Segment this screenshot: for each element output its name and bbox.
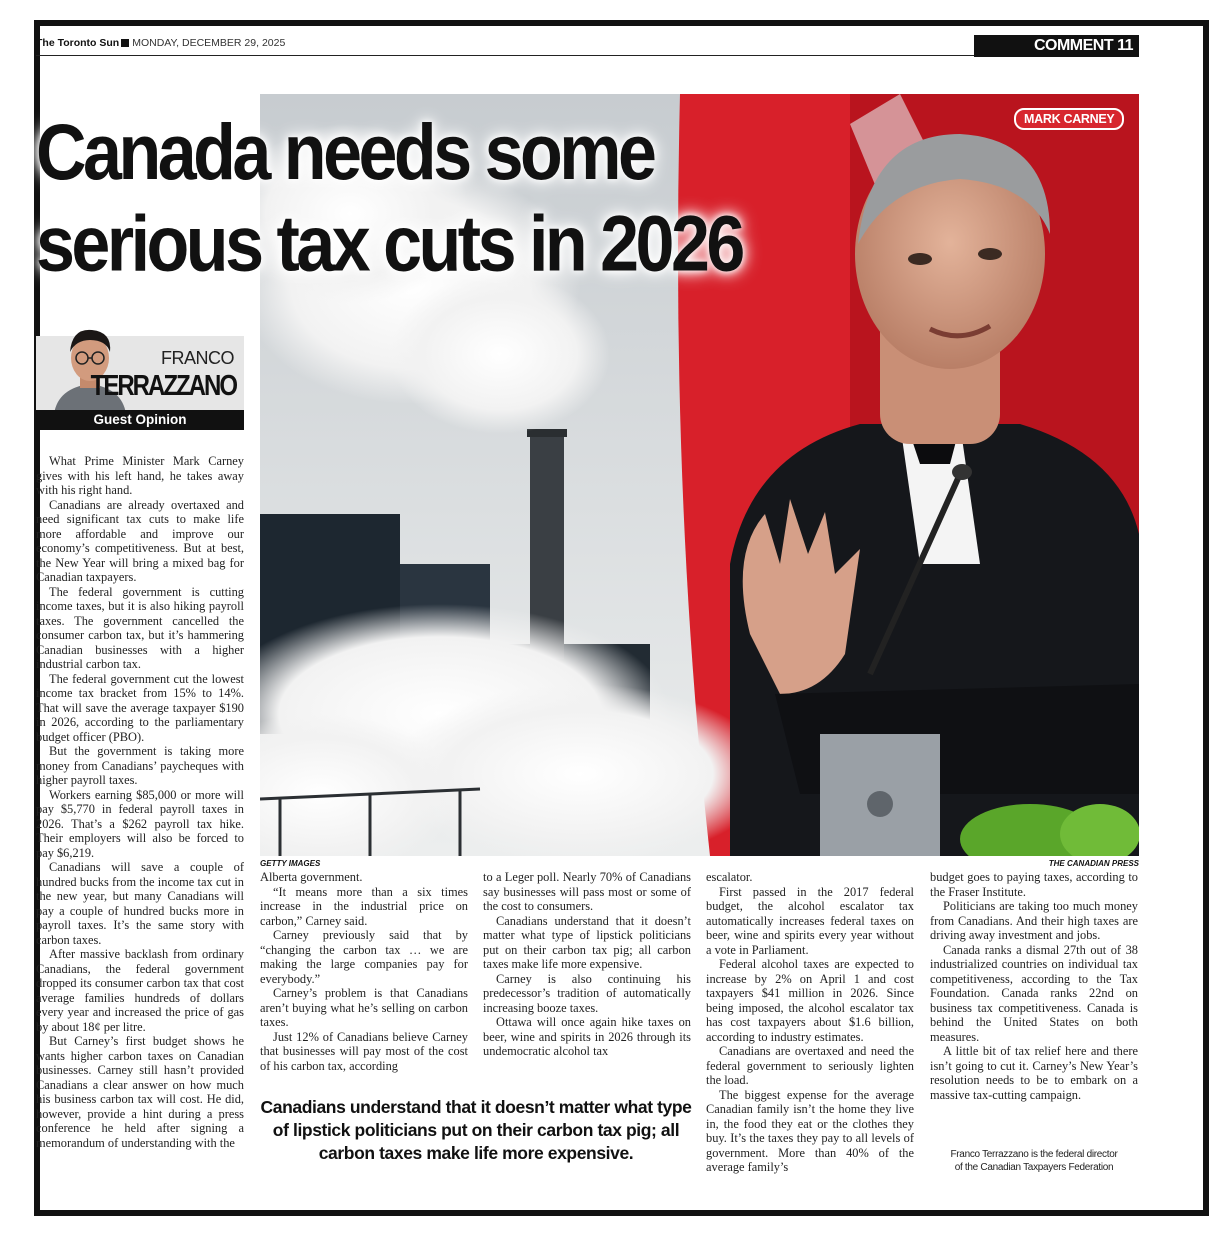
article-paragraph: Carney previously said that by “changing the carbon tax … we are making the large companies pay for everybody.” xyxy=(260,928,468,986)
article-paragraph: Canadians will save a couple of hundred bucks from the income tax cut in the new year, but many Canadians will pay a couple of hundred bucks more in payroll taxes. It’s the same story with carbon taxes. xyxy=(36,860,244,947)
article-paragraph: A little bit of tax relief here and there isn’t going to cut it. Carney’s New Year’s resolution needs to be to embark on a massive tax-cutting campaign. xyxy=(930,1044,1138,1102)
article-column-1 xyxy=(36,454,244,1150)
headline-line-2: serious tax cuts in 2026 xyxy=(36,200,742,288)
article-paragraph: budget goes to paying taxes, according to the Fraser Institute. xyxy=(930,870,1138,899)
photo-credit-left: GETTY IMAGES xyxy=(260,859,321,868)
section-tag xyxy=(974,35,1139,57)
headline xyxy=(36,106,916,290)
article-paragraph: “It means more than a six times increase in the industrial price on carbon,” Carney said. xyxy=(260,884,468,928)
article-paragraph: Politicians are taking too much money from Canadians. And their high taxes are driving away investment and jobs. xyxy=(930,899,1138,942)
article-column-5 xyxy=(930,870,1138,1102)
byline-box xyxy=(36,336,244,410)
article-paragraph: Ottawa will once again hike taxes on beer, wine and spirits in 2026 through its undemocratic alcohol tax xyxy=(483,1015,691,1058)
author-last-name: TERRAZZANO xyxy=(90,370,236,403)
article-paragraph: Canada ranks a dismal 27th out of 38 industrialized countries on individual tax competitiveness, according to the Tax Foundation. Canada ranks 22nd on business tax competitiveness. Canada is behind the United States on both measures. xyxy=(930,942,1138,1044)
photo-name-label: MARK CARNEY xyxy=(1014,108,1124,130)
article-paragraph: to a Leger poll. Nearly 70% of Canadians say businesses will pass most or some of the cost to consumers. xyxy=(483,870,691,913)
publication-line xyxy=(36,37,285,49)
article-paragraph: Carney is also continuing his predecessor’s tradition of automatically increasing booze taxes. xyxy=(483,971,691,1015)
page-header xyxy=(36,36,1139,56)
article-paragraph: Canadians are already overtaxed and need significant tax cuts to make life more affordable and improve our economy’s competitiveness. But at best, the New Year will bring a mixed bag for Canadian taxpayers. xyxy=(36,497,244,584)
square-bullet-icon xyxy=(121,39,129,47)
newspaper-page xyxy=(36,30,1139,1174)
article-paragraph: escalator. xyxy=(706,870,753,884)
article-paragraph: But the government is taking more money from Canadians’ paycheques with higher payroll taxes. xyxy=(36,744,244,787)
author-first-name: FRANCO xyxy=(161,348,234,368)
article-paragraph: But Carney’s first budget shows he wants higher carbon taxes on Canadian businesses. Carney still hasn’t provided Canadians a clear answer on how much his business carbon tax will cost. He did, however, provide a hint during a press conference he held after signing a memorandum of understanding with the xyxy=(36,1034,244,1150)
article-paragraph: Canadians understand that it doesn’t matter what type of lipstick politicians put on their carbon tax pig; all carbon taxes make life more expensive. xyxy=(483,913,691,971)
byline-role: Guest Opinion xyxy=(36,410,244,430)
article-paragraph: Workers earning $85,000 or more will pay $5,770 in federal payroll taxes in 2026. That’s a $262 payroll tax hike. Their employers will also be forced to pay $6,219. xyxy=(36,787,244,860)
section-name: COMMENT xyxy=(1033,37,1114,54)
headline-line-1: Canada needs some xyxy=(36,108,654,196)
article-paragraph: After massive backlash from ordinary Canadians, the federal government dropped its consumer carbon tax that cost average families hundreds of dollars every year and increased the price of gas by about 18¢ per litre. xyxy=(36,947,244,1034)
author-bio-line-1: Franco Terrazzano is the federal director xyxy=(950,1149,1118,1160)
article-paragraph: Federal alcohol taxes are expected to increase by 2% on April 1 and cost taxpayers $41 million in 2026. Since being imposed, the alcohol escalator tax has cost taxpayers about $1.6 billion, according to industry estimates. xyxy=(706,957,914,1044)
article-paragraph: Carney’s problem is that Canadians aren’t buying what he’s selling on carbon taxes. xyxy=(260,986,468,1029)
article-paragraph: The federal government is cutting income taxes, but it is also hiking payroll taxes. The government cancelled the consumer carbon tax, but it’s hammering Canadian businesses with a higher industrial carbon tax. xyxy=(36,584,244,671)
photo-credit-right: THE CANADIAN PRESS xyxy=(1048,859,1139,868)
article-column-3 xyxy=(483,870,691,1059)
article-paragraph: The biggest expense for the average Canadian family isn’t the home they live in, the food they eat or the clothes they buy. It’s the taxes they pay to all levels of government. More than 40% of the average family’s xyxy=(706,1087,914,1174)
article-column-2 xyxy=(260,870,468,1073)
article-paragraph: Alberta government. xyxy=(260,870,363,884)
issue-date: MONDAY, DECEMBER 29, 2025 xyxy=(132,37,286,49)
pull-quote: Canadians understand that it doesn’t matter what type of lipstick politicians put on their carbon tax pig; all carbon taxes make life more expensive. xyxy=(260,1097,692,1163)
publication-name: The Toronto Sun xyxy=(36,37,120,49)
article-paragraph: The federal government cut the lowest income tax bracket from 15% to 14%. That will save the average taxpayer $190 in 2026, according to the parliamentary budget officer (PBO). xyxy=(36,671,244,744)
article-paragraph: What Prime Minister Mark Carney gives with his left hand, he takes away with his right hand. xyxy=(36,454,244,497)
author-bio xyxy=(930,1148,1138,1174)
article-column-4 xyxy=(706,870,914,1175)
author-bio-line-2: of the Canadian Taxpayers Federation xyxy=(954,1162,1114,1173)
article-paragraph: Just 12% of Canadians believe Carney that businesses will pay most of the cost of his carbon tax, according xyxy=(260,1029,468,1073)
article-paragraph: First passed in the 2017 federal budget, the alcohol escalator tax automatically increases federal taxes on beer, wine and spirits every year without a vote in Parliament. xyxy=(706,884,914,957)
article-paragraph: Canadians are overtaxed and need the federal government to seriously lighten the load. xyxy=(706,1044,914,1087)
page-number: 11 xyxy=(1117,37,1133,54)
